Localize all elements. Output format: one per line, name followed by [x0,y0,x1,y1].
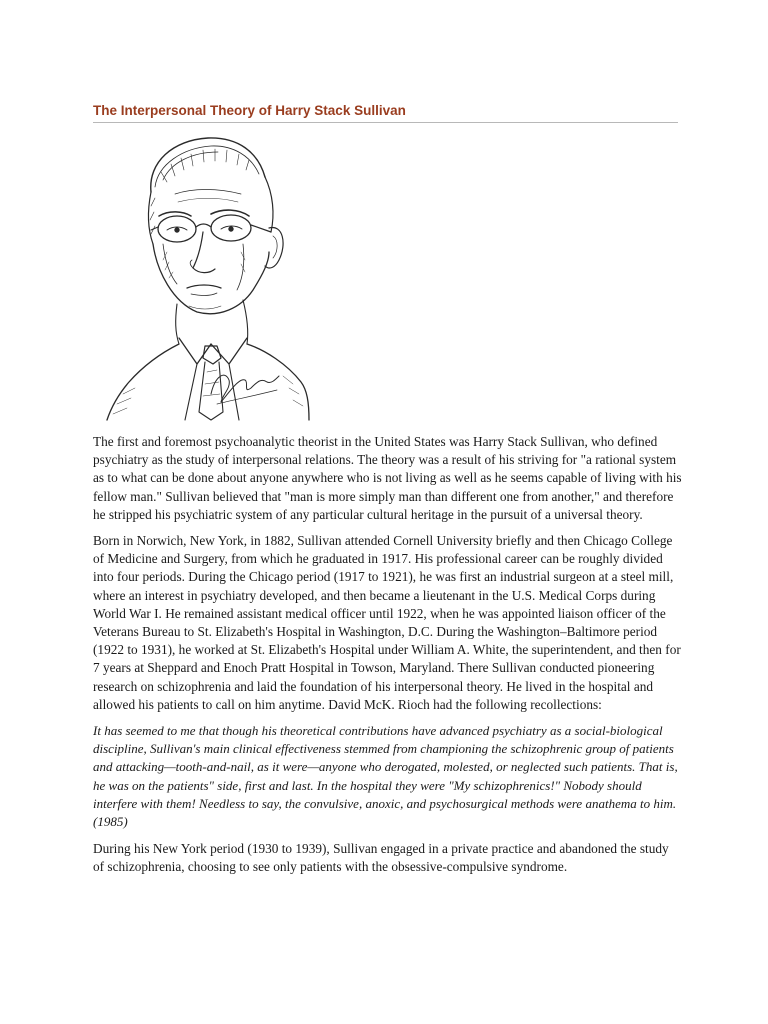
paragraph-intro: The first and foremost psychoanalytic theorist in the United States was Harry Stack Sullivan, who defined psychiatry as the study of interpersonal relations. The theory was a result of his striving for "a rational system as to what can be done about anyone anywhere who is not living as well as he seems capable of living with his fellow man." Sullivan believed that "man is more simply man than different one from another," and therefore he stripped his psychiatric system of any particular cultural heritage in the pursuit of a universal theory. [93,434,682,522]
paragraph-new-york-period: During his New York period (1930 to 1939), Sullivan engaged in a private practice and abandoned the study of schizophrenia, choosing to see only patients with the obsessive-compulsive syndrome. [93,841,669,875]
title-divider [93,122,678,123]
article-body [93,433,683,885]
paragraph-biography: Born in Norwich, New York, in 1882, Sullivan attended Cornell University briefly and then Chicago College of Medicine and Surgery, from which he graduated in 1917. His professional career can be roughly divided into four periods. During the Chicago period (1917 to 1921), he was first an industrial surgeon at a steel mill, where an interest in psychiatry developed, and then became a lieutenant in the U.S. Medical Corps during World War I. He remained assistant medical officer until 1922, when he was appointed liaison officer of the Veterans Bureau to St. Elizabeth's Hospital in Washington, D.C. During the Washington–Baltimore period (1922 to 1931), he worked at St. Elizabeth's Hospital under William A. White, the superintendent, and then for 7 years at Sheppard and Enoch Pratt Hospital in Towson, Maryland. There Sullivan conducted pioneering research on schizophrenia and laid the foundation of his interpersonal theory. He lived in the hospital and allowed his patients to call on him anytime. David McK. Rioch had the following recollections: [93,533,681,712]
document-title: The Interpersonal Theory of Harry Stack Sullivan [93,103,406,118]
portrait-sketch [93,132,311,422]
block-quote: It has seemed to me that though his theoretical contributions have advanced psychiatry as a social-biological discipline, Sullivan's main clinical effectiveness stemmed from championing the schizophrenic group of patients and attacking—tooth-and-nail, as it were—anyone who derogated, molested, or neglected such patients. That is, he was on the patients" side, first and last. In the hospital they were "My schizophrenics!" Nobody should interfere with them! Needless to say, the convulsive, anoxic, and psychosurgical methods were anathema to him. (1985) [93,723,678,830]
